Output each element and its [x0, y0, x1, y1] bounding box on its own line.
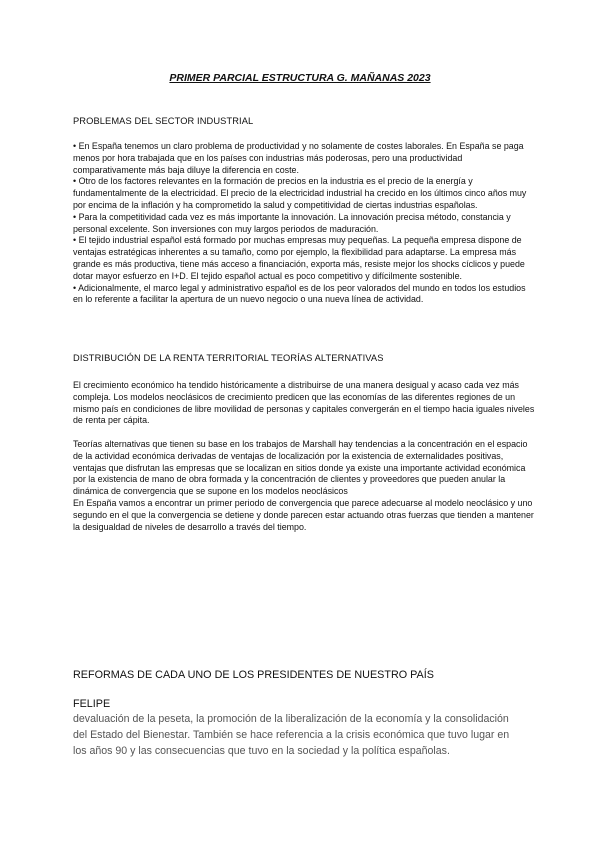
felipe-body: devaluación de la peseta, la promoción de la liberalización de la economía y la consolidación del Estado del Bienestar. También se hace referencia a la crisis económica que tuvo lugar en los años 90 y las consecuencias que tuvo en la sociedad y la política españolas. [73, 713, 510, 757]
paragraph: Teorías alternativas que tienen su base en los trabajos de Marshall hay tendencias a la concentración en el espacio de la actividad económica derivadas de ventajas de localización por la existencia de externalidades positivas, ventajas que disfrutan las empresas que se localizan en sitios donde ya existe una importante actividad económica por la existencia de mano de obra formada y la concentración de clientes y proveedores que pueden anular la dinámica de convergencia que se supone en los modelos neoclásicos [73, 438, 528, 497]
paragraph: • El tejido industrial español está formado por muchas empresas muy pequeñas. La pequeña empresa dispone de ventajas estratégicas inherentes a su tamaño, como por ejemplo, la flexibilidad para adaptarse. La empresa más grande es más productiva, tiene más acceso a financiación, exporta más, resiste mejor los shocks cíclicos y puede dotar mayor esfuerzo en I+D. El tejido español actual es poco competitivo y difícilmente sostenible. [73, 235, 525, 281]
paragraph: El crecimiento económico ha tendido históricamente a distribuirse de una manera desigual y acaso cada vez más compleja. Los modelos neoclásicos de crecimiento predicen que las economías de las diferentes regiones de un mismo país en condiciones de libre movilidad de personas y capitales convergerán en el tiempo hacia iguales niveles de renta per cápita. [73, 380, 535, 426]
paragraph: • Para la competitividad cada vez es más importante la innovación. La innovación precisa método, constancia y personal excelente. Son inversiones con muy largos periodos de maduración. [73, 211, 511, 234]
section-body-problemas [73, 141, 535, 306]
paragraph: • Otro de los factores relevantes en la formación de precios en la industria es el precio de la energía y fundamentalmente de la electricidad. El precio de la electricidad industrial ha crecido en los últimos cinco años muy por encima de la inflación y ha comprometido la salud y competitividad de ciertas industrias españolas. [73, 176, 527, 210]
subheading-felipe: FELIPE [73, 698, 111, 710]
paragraph: • Adicionalmente, el marco legal y administrativo español es de los peor valorados del mundo en todos los estudios en lo referente a facilitar la apertura de un nuevo negocio o una nueva línea de actividad. [73, 282, 526, 305]
section-heading-reformas: REFORMAS DE CADA UNO DE LOS PRESIDENTES DE NUESTRO PAÍS [73, 669, 434, 681]
document-title: PRIMER PARCIAL ESTRUCTURA G. MAÑANAS 2023 [169, 72, 431, 84]
section-body-distribucion [73, 380, 535, 533]
paragraph: En España vamos a encontrar un primer periodo de convergencia que parece adecuarse al modelo neoclásico y uno segundo en el que la convergencia se detiene y donde parecen estar actuando otras fuerzas que tienden a mantener la desigualdad de niveles de desarrollo a través del tiempo. [73, 497, 534, 532]
section-heading-problemas: PROBLEMAS DEL SECTOR INDUSTRIAL [73, 116, 254, 126]
section-heading-distribucion: DISTRIBUCIÓN DE LA RENTA TERRITORIAL TEORÍAS ALTERNATIVAS [73, 353, 384, 363]
paragraph: • En España tenemos un claro problema de productividad y no solamente de costes laborales. En España se paga menos por hora trabajada que en los países con industrias más poderosas, pero una productividad comparativamente más baja diluye la diferencia en coste. [73, 141, 524, 175]
